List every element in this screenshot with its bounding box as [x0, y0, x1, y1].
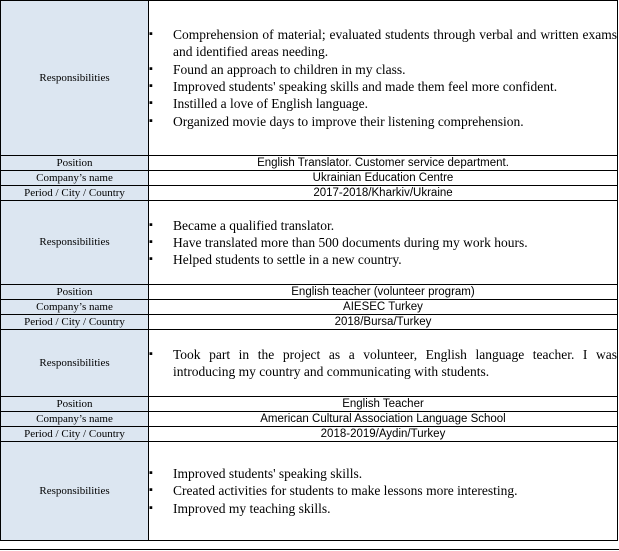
bullet-icon: ▪: [149, 347, 153, 360]
list-item: ▪ Improved students' speaking skills.: [149, 466, 363, 482]
list-item: ▪ Comprehension of material; evaluated students through verbal and written exams and identified areas needing.: [149, 27, 617, 60]
period-row: [1, 315, 618, 330]
company-row: [1, 300, 618, 315]
row-label: Responsibilities: [1, 1, 149, 156]
responsibilities-cell: [149, 1, 618, 156]
bullet-icon: ▪: [149, 62, 153, 75]
bullet-icon: ▪: [149, 80, 153, 92]
row-label: Responsibilities: [1, 442, 149, 541]
list-item: ▪ Organized movie days to improve their listening comprehension.: [149, 113, 524, 129]
bullet-list: [149, 346, 617, 381]
company-value: Ukrainian Education Centre: [149, 171, 618, 186]
list-item: ▪ Helped students to settle in a new country.: [149, 252, 402, 268]
page-bottom-rule: [0, 549, 619, 550]
list-item: ▪ Became a qualified translator.: [149, 217, 335, 233]
position-value: English Teacher: [149, 397, 618, 412]
bullet-icon: ▪: [149, 28, 153, 41]
period-value: 2017-2018/Kharkiv/Ukraine: [149, 186, 618, 201]
bullet-list: [149, 26, 617, 130]
responsibilities-row: [1, 1, 618, 156]
position-row: [1, 397, 618, 412]
position-value: English Translator. Customer service department.: [149, 156, 618, 171]
row-label: Position: [1, 285, 149, 300]
row-label: Period / City / Country: [1, 186, 149, 201]
bullet-icon: ▪: [149, 235, 153, 248]
responsibilities-row: [1, 442, 618, 541]
list-item: ▪ Took part in the project as a volunteer, English language teacher. I was introducing my country and communicating with students.: [149, 346, 617, 379]
responsibilities-cell: [149, 201, 618, 285]
row-label: Position: [1, 156, 149, 171]
row-label: Period / City / Country: [1, 315, 149, 330]
responsibilities-row: [1, 201, 618, 285]
bullet-icon: ▪: [149, 484, 153, 497]
period-value: 2018-2019/Aydin/Turkey: [149, 427, 618, 442]
company-row: [1, 171, 618, 186]
list-item: ▪ Instilled a love of English language.: [149, 96, 368, 112]
list-item: ▪ Created activities for students to make lessons more interesting.: [149, 483, 518, 499]
row-label: Responsibilities: [1, 330, 149, 397]
list-item: ▪ Have translated more than 500 documents during my work hours.: [149, 234, 528, 250]
position-value: English teacher (volunteer program): [149, 285, 618, 300]
bullet-icon: ▪: [149, 253, 153, 266]
list-item: ▪ Improved my teaching skills.: [149, 500, 331, 516]
row-label: Period / City / Country: [1, 427, 149, 442]
position-row: [1, 156, 618, 171]
list-item: ▪ Found an approach to children in my class.: [149, 61, 406, 77]
period-row: [1, 427, 618, 442]
company-value: American Cultural Association Language School: [149, 412, 618, 427]
company-row: [1, 412, 618, 427]
list-item: ▪ Improved students' speaking skills and made them feel more confident.: [149, 79, 558, 94]
responsibilities-cell: [149, 330, 618, 397]
row-label: Company’s name: [1, 300, 149, 315]
bullet-icon: ▪: [149, 97, 153, 110]
position-row: [1, 285, 618, 300]
period-value: 2018/Bursa/Turkey: [149, 315, 618, 330]
bullet-icon: ▪: [149, 218, 153, 231]
bullet-list: [149, 465, 617, 517]
row-label: Responsibilities: [1, 201, 149, 285]
row-label: Position: [1, 397, 149, 412]
row-label: Company’s name: [1, 171, 149, 186]
bullet-icon: ▪: [149, 114, 153, 127]
row-label: Company’s name: [1, 412, 149, 427]
bullet-icon: ▪: [149, 467, 153, 480]
responsibilities-cell: [149, 442, 618, 541]
period-row: [1, 186, 618, 201]
bullet-icon: ▪: [149, 501, 153, 514]
responsibilities-row: [1, 330, 618, 397]
company-value: AIESEC Turkey: [149, 300, 618, 315]
bullet-list: [149, 217, 617, 269]
